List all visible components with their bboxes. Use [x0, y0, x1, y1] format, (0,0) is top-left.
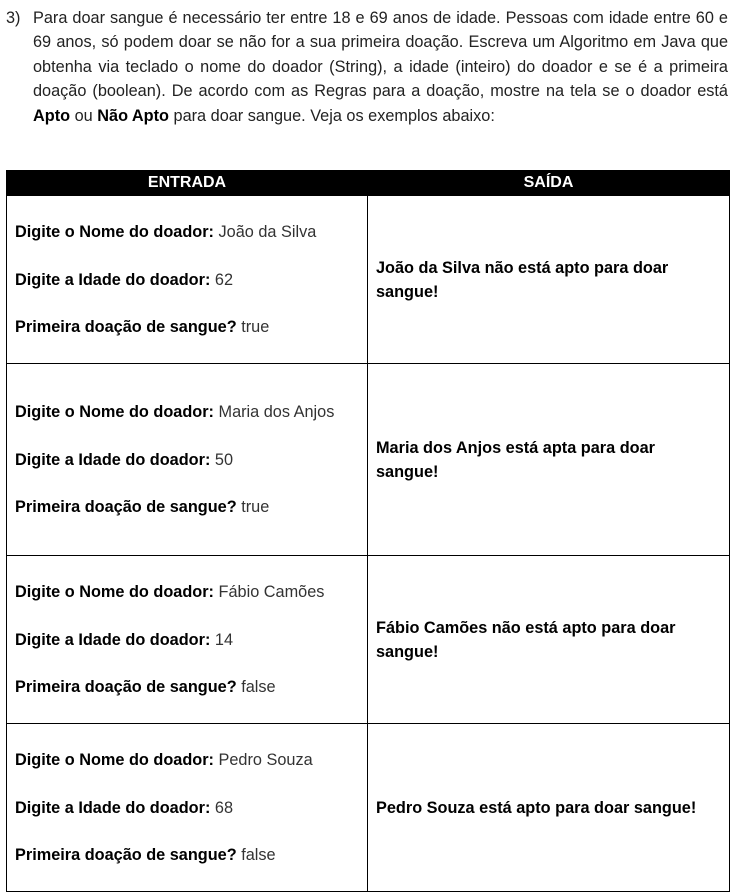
output-cell: Pedro Souza está apto para doar sangue!	[368, 724, 730, 892]
input-cell	[7, 196, 368, 364]
age-value: 68	[214, 798, 234, 817]
examples-table	[6, 170, 730, 892]
header-entrada: ENTRADA	[7, 171, 368, 196]
apto-term: Apto	[33, 106, 71, 125]
name-value: João da Silva	[218, 223, 317, 241]
question-text	[33, 6, 728, 128]
table-row	[7, 556, 730, 724]
age-label: Digite a Idade do doador:	[15, 798, 211, 817]
nao-apto-term: Não Apto	[97, 106, 169, 125]
name-value: Maria dos Anjos	[218, 403, 335, 421]
table-header-row	[7, 171, 730, 196]
name-label: Digite o Nome do doador:	[15, 751, 214, 769]
age-label: Digite a Idade do doador:	[15, 270, 211, 289]
input-cell	[7, 556, 368, 724]
question-text-part: Para doar sangue é necessário ter entre 18 e 69 anos de idade. Pessoas com idade entre 60 e 69 anos, só podem doar se não for a sua primeira doação. Escreva um Algoritmo em Java que obtenha via teclado o nome do doador (String), a idade (inteiro) do doador e se é a primeira doação (boolean). De acordo com as Regras para a doação, mostre na tela se o doador está	[33, 9, 728, 101]
question-block	[6, 6, 728, 128]
first-donation-value: true	[241, 318, 270, 336]
table-row	[7, 724, 730, 892]
first-donation-label: Primeira doação de sangue?	[15, 318, 237, 336]
first-donation-value: false	[241, 846, 276, 864]
first-donation-label: Primeira doação de sangue?	[15, 498, 237, 516]
header-saida: SAÍDA	[368, 171, 730, 196]
first-donation-label: Primeira doação de sangue?	[15, 846, 237, 864]
name-value: Fábio Camões	[218, 583, 325, 601]
output-cell: Maria dos Anjos está apta para doar sangue!	[368, 364, 730, 556]
age-value: 62	[214, 270, 234, 289]
input-cell	[7, 724, 368, 892]
first-donation-value: true	[241, 498, 270, 516]
first-donation-label: Primeira doação de sangue?	[15, 678, 237, 696]
output-cell: Fábio Camões não está apto para doar sangue!	[368, 556, 730, 724]
name-label: Digite o Nome do doador:	[15, 583, 214, 601]
age-value: 14	[214, 630, 234, 649]
name-value: Pedro Souza	[218, 751, 313, 769]
age-label: Digite a Idade do doador:	[15, 630, 211, 649]
question-number: 3)	[6, 9, 21, 27]
input-cell	[7, 364, 368, 556]
name-label: Digite o Nome do doador:	[15, 223, 214, 241]
age-label: Digite a Idade do doador:	[15, 450, 211, 469]
question-text-part: para doar sangue. Veja os exemplos abaixo:	[169, 106, 495, 125]
question-text-part: ou	[70, 106, 98, 125]
age-value: 50	[214, 450, 234, 469]
output-cell: João da Silva não está apto para doar sangue!	[368, 196, 730, 364]
table-row	[7, 364, 730, 556]
first-donation-value: false	[241, 678, 276, 696]
name-label: Digite o Nome do doador:	[15, 403, 214, 421]
table-row	[7, 196, 730, 364]
